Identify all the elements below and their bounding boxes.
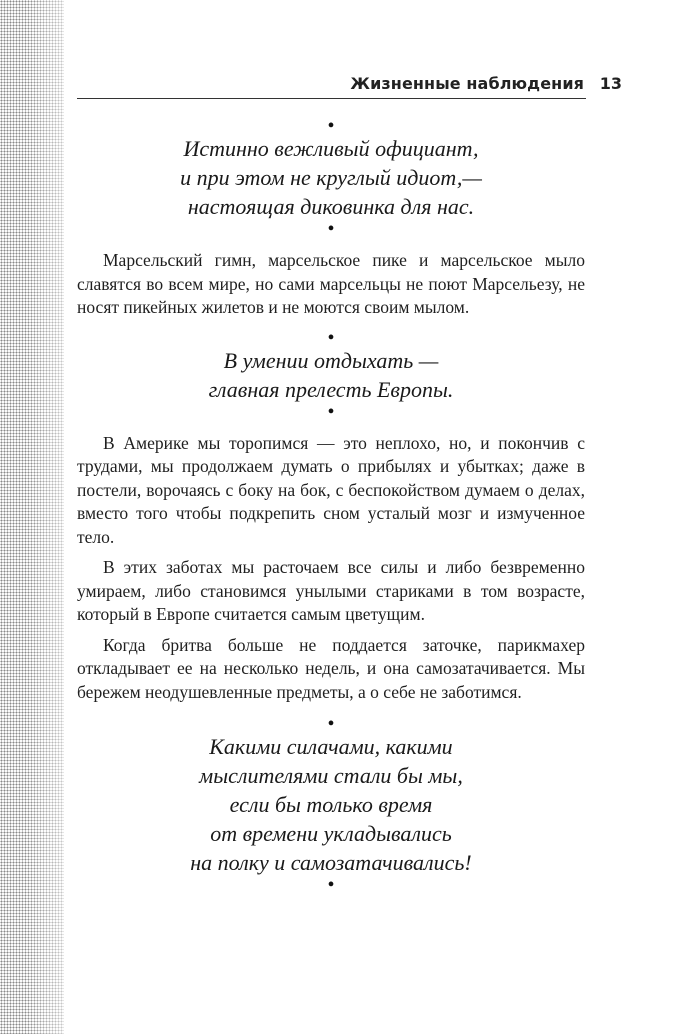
page-number: 13: [599, 74, 622, 93]
paragraph: В Америке мы торопимся — это неплохо, но, и покончив с трудами, мы продолжаем думать о прибылях и убытках; даже в постели, ворочаясь с боку на бок, с беспокойством думаем о делах, вместо того чтобы подкрепить сном усталый мозг и измученное тело.: [77, 432, 585, 547]
quote-line: Какими силачами, какими: [209, 734, 453, 759]
ornament-dot: •: [327, 400, 335, 423]
quote-line: мыслителями стали бы мы,: [199, 763, 463, 788]
quote-line: главная прелесть Европы.: [208, 376, 454, 402]
quote-block-2: [77, 346, 585, 404]
paragraph: Марсельский гимн, марсельское пике и марсельское мыло славятся во всем мире, но сами марсельцы не поют Марсельезу, не носят пикейных жилетов и не моются своим мылом.: [77, 250, 585, 317]
header-rule: [77, 98, 586, 99]
quote-line: Истинно вежливый официант,: [183, 136, 479, 161]
quote-line: настоящая диковинка для нас.: [187, 194, 475, 219]
ornament-dot: •: [327, 874, 335, 896]
quote-line: если бы только время: [229, 792, 433, 817]
quote-line: В умении отдыхать —: [223, 347, 439, 373]
ornament-dot: •: [327, 115, 335, 137]
ornament-dot: •: [327, 326, 335, 349]
quote-line: от времени укладывались: [210, 821, 452, 846]
ornament-dot: •: [327, 218, 335, 240]
quote-line: на полку и самозатачивались!: [190, 850, 472, 875]
quote-line: и при этом не круглый идиот,—: [180, 165, 482, 190]
quote-block-1: [77, 134, 585, 221]
ornament-dot: •: [327, 713, 335, 735]
paragraph: Когда бритва больше не поддается заточке, парикмахер откладывает ее на несколько недель, и она самозатачивается. Мы бережем неодушевленные предметы, а о себе не заботимся.: [77, 634, 585, 702]
page-edge-fade: [0, 0, 64, 1034]
running-header: [77, 72, 622, 96]
quote-block-3: [77, 732, 585, 877]
page-body: [77, 115, 585, 896]
paragraph: В этих заботах мы расточаем все силы и либо безвременно умираем, либо становимся унылыми стариками в том возрасте, который в Европе считается самым цветущим.: [77, 557, 585, 624]
running-header-title: Жизненные наблюдения: [350, 74, 584, 93]
